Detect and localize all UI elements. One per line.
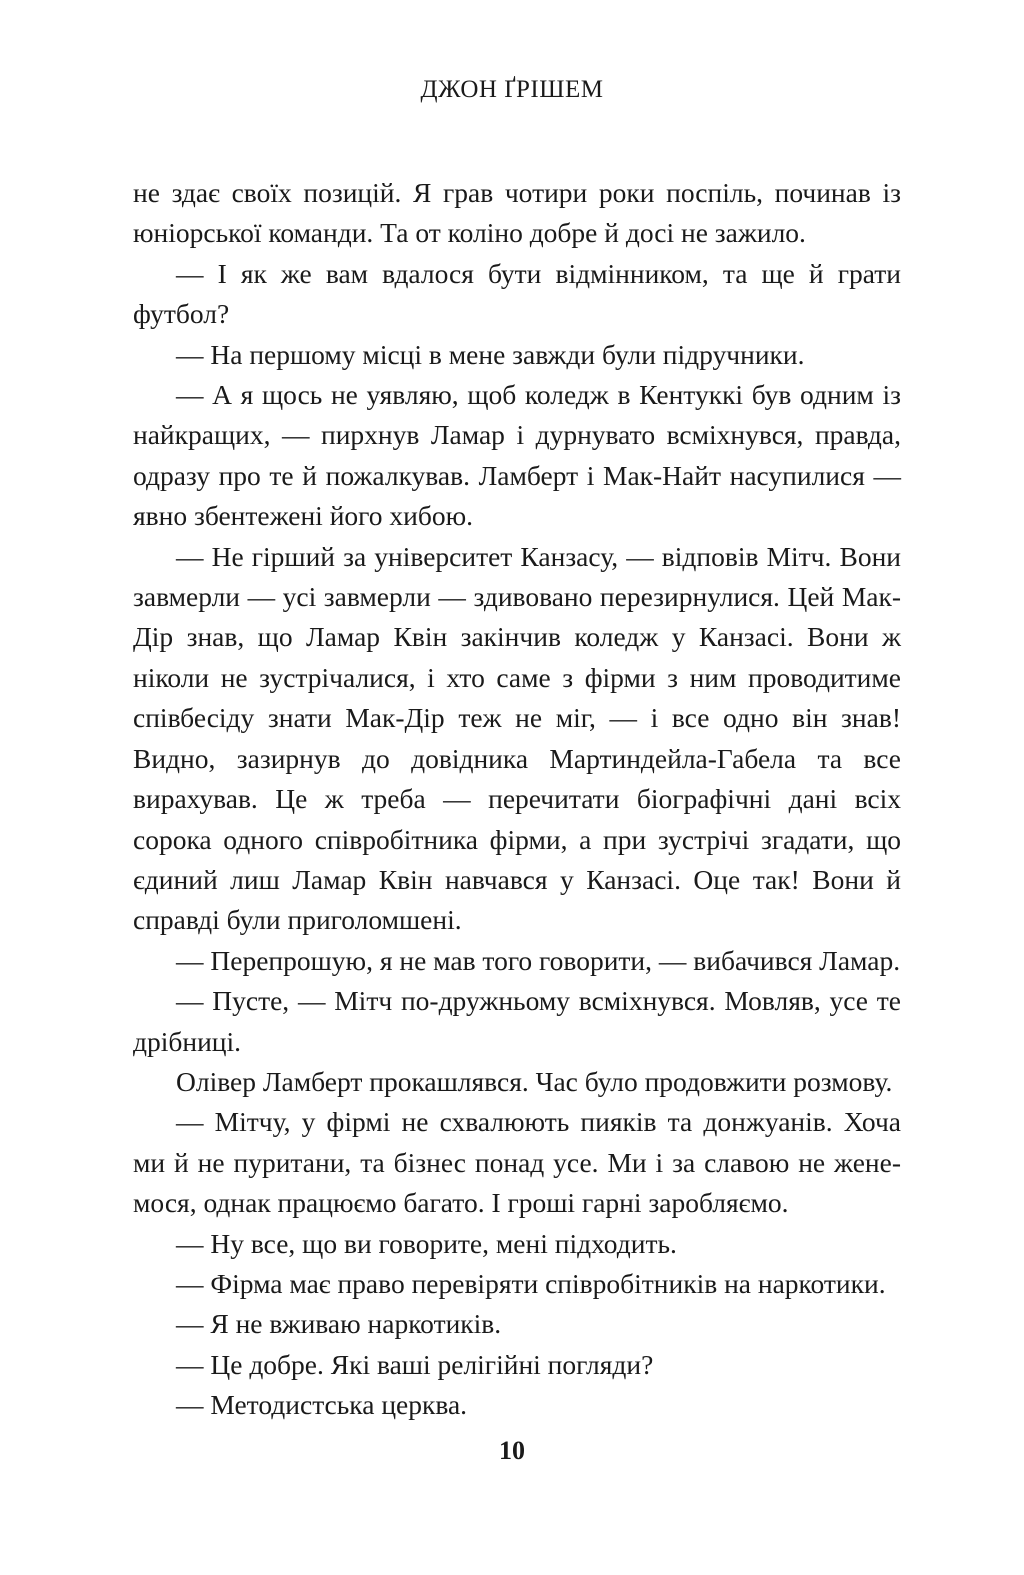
paragraph: — Я не вживаю наркотиків. <box>176 1308 502 1340</box>
paragraph: Олівер Ламберт прокашлявся. Час було продовжити розмову. <box>176 1065 893 1097</box>
page-number: 10 <box>499 1436 525 1465</box>
paragraph: — На першому місці в мене завжди були підручники. <box>176 338 805 370</box>
paragraph: — Пусте, — Мітч по-дружньому всміхнувся. Мовляв, усе те дрібниці. <box>133 985 901 1057</box>
paragraph: — Ну все, що ви говорите, мені підходить. <box>176 1227 677 1259</box>
running-head: ДЖОН ҐРІШЕМ <box>420 76 604 103</box>
paragraph: — Не гірший за університет Канзасу, — відповів Мітч. Вони завмерли — усі завмерли — здивовано перезирнулися. Цей Мак-Дір знав, що Ламар Квін закінчив коледж у Канзасі. Вони ж ніколи не зустрічалися, і хто саме з фірми з ним проводитиме співбесіду знати Мак-Дір теж не міг, — і все одно він знав! Видно, зазирнув до довідника Мартиндейла-Габела та все вирахував. Це ж треба — перечитати біографічні дані всіх сорока одного співробітника фірми, а при зустрічі згадати, що єдиний лиш Ламар Квін навчався у Канзасі. Оце так! Вони й справді були приголомшені. <box>133 540 901 936</box>
body-text <box>133 173 901 1426</box>
paragraph: — А я щось не уявляю, щоб коледж в Кентуккі був одним із найкращих, — пирхнув Ламар і дурнувато всміхнувся, правда, одразу про те й пожалкував. Ламберт і Мак-Найт насупилися — явно збентежені його хибою. <box>133 379 901 532</box>
paragraph: — Мітчу, у фірмі не схвалюють пияків та донжуанів. Хоча ми й не пуритани, та бізнес понад усе. Ми і за славою не женемося, однак працюємо багато. І гроші гарні заробляємо. <box>133 1106 901 1219</box>
paragraph: — Перепрошую, я не мав того говорити, — вибачився Ламар. <box>176 944 901 976</box>
paragraph: — Методистська церква. <box>176 1389 468 1421</box>
paragraph: не здає своїх позицій. Я грав чотири роки поспіль, починав із юніорської команди. Та от коліно добре й досі не зажило. <box>133 177 901 249</box>
paragraph: — Фірма має право перевіряти співробітників на наркотики. <box>176 1267 886 1299</box>
paragraph: — Це добре. Які ваші релігійні погляди? <box>176 1348 654 1380</box>
paragraph: — І як же вам вдалося бути відмінником, та ще й грати футбол? <box>133 257 901 330</box>
